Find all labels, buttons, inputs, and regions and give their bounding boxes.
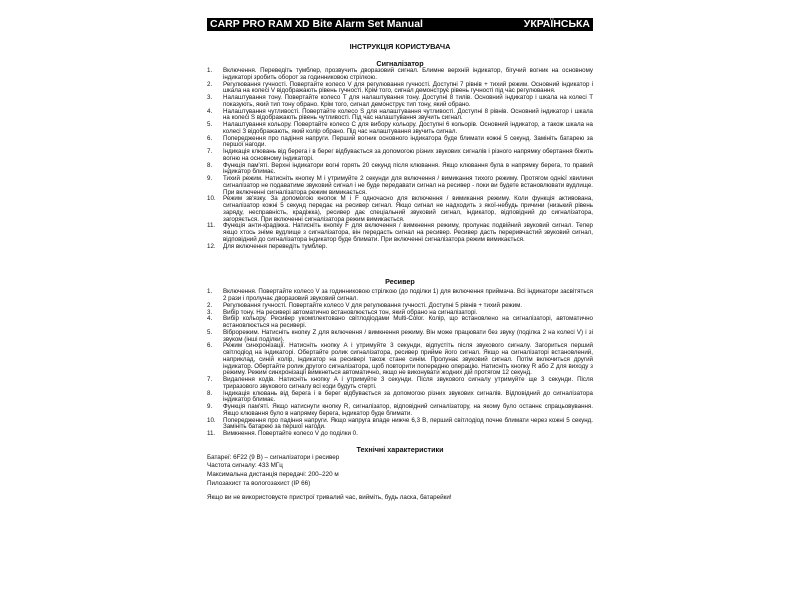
signalizer-list-item [207,109,593,123]
receiver-list-item [207,289,593,303]
item-number: 1. [207,288,213,296]
item-text: Режим зв'язку. За допомогою кнопок M і F одночасно для включення / вимикання режиму. Коли функція активована, сигналізатор кожні 5 секунд передає на ресивер сигнал. Якщо сигнал не надходить з якої-небудь причини (низький рівень заряду, несправність, крадіжка), ресивер дає спеціальний звуковий сигнал, індикатор, відповідний до сигналізатора, загоряється. При включенні сигналізатора режим вимикається. [223,195,593,223]
signalizer-list-item [207,196,593,223]
receiver-list-item [207,343,593,377]
signalizer-list-item [207,223,593,243]
item-number: 2. [207,80,213,88]
footer-note: Якщо ви не використовуєте пристрої тривалий час, вийміть, будь ласка, батарейки! [207,494,452,502]
item-text: Вибір кольору. Ресивер укомплектовано світлодіодами Multi-Color. Колір, що встановлено на сигналізаторі, автоматично встановлюється на ресивері. [223,315,593,329]
manual-title: CARP PRO RAM XD Bite Alarm Set Manual [210,18,423,30]
specs-section-title: Технічні характеристики [356,444,444,454]
item-number: 3. [207,308,213,316]
item-text: Індикація клювань від берега і в берег відбувається за допомогою різних звукових сигналів. Відповідний до сигналізатора індикатор блимає. [223,389,593,404]
item-number: 2. [207,301,213,309]
signalizer-list-item [207,149,593,163]
item-text: Віброрежим. Натисніть кнопку Z для включення / вимкнення режиму. Він може працювати без звуку (поділка 2 на колесі V) і зі звуком (інші поділки). [223,328,593,343]
specs-list [207,454,593,488]
signalizer-list-item [207,136,593,150]
item-number: 4. [207,315,213,323]
receiver-section-title: Ресивер [385,277,415,287]
receiver-list-item [207,418,593,432]
item-number: 9. [207,175,213,182]
item-text: Налаштування чутливості. Повертайте колесо S для налаштування чутливості. Доступні 8 рівнів. Основний індикатор і шкала на колесі S відображають рівень чутливості. Під час налаштування звучить сигнал. [223,107,593,122]
item-number: 9. [207,403,213,410]
signalizer-list-item [207,122,593,136]
item-number: 11. [207,222,216,230]
item-text: Налаштування кольору. Повертайте колесо C для вибору кольору. Доступні 6 кольорів. Основний індикатор, а також шкала на колесі З відображають, який колір обрано. Під час налаштування звучить сигнал. [223,121,593,135]
item-number: 5. [207,328,213,336]
item-number: 3. [207,94,213,101]
signalizer-section-title: Сигналізатор [376,59,424,68]
item-number: 8. [207,161,213,169]
item-text: Функція пам'яті. Якщо натиснути кнопку R, сигналізатор, відповідний сигналізатору, на якому було останнє спрацьовування. Якщо клювання було в напрямку берега, індикатор буде блимати. [223,403,593,417]
header-bar [207,18,593,31]
item-number: 1. [207,67,213,74]
signalizer-list-item [207,95,593,109]
item-text: Функція пам'яті. Верхні індикатори вогні горять 20 секунд після клювання. Якщо клювання була в напрямку берега, то правий індикатор блимає. [223,161,593,176]
item-number: 10. [207,195,216,203]
receiver-list [207,289,593,438]
receiver-list-item [207,316,593,330]
item-text: Для включення переведіть тумблер. [223,242,328,250]
item-number: 6. [207,134,213,142]
signalizer-list-item [207,82,593,96]
item-text: Включення. Переведіть тумблер, прозвучить дворазовий сигнал. Блимне верхній індикатор, бігучий вогник на основному індикаторі зробить оборот за годинниковою стрілкою. [223,67,593,81]
item-text: Функція анти-крадіжка. Натисніть кнопку F для включення / вимкнення режиму, пролунає подвійний звуковий сигнал. Тепер якщо хтось зніме вудлище з сигналізатора, він передасть сигнал на ресивер. Ресивер дасть переривчастий звуковий сигнал, відповідний до сигналізатора індикатор буде блимати. При включенні сигналізатора режим вимикається. [223,222,593,243]
item-text: Індикація клювань від берега і в берег відбувається за допомогою різних звукових сигналів і різного напрямку обертання біжить вогню на основному індикаторі. [223,148,593,162]
item-text: Включення. Повертайте колесо V за годинниковою стрілкою (до поділки 1) для включення приймача. Всі індикатори засвітяться 2 рази і пролунає дворазовий звуковий сигнал. [223,288,593,302]
item-text: Попередження про падіння напруги. Перший вогник основного індикатора буде блимати кожні 5 секунд. Замініть батарею за першої нагоди. [223,134,593,149]
receiver-list-item [207,404,593,418]
item-text: Тихий режим. Натисніть кнопку M і утримуйте 2 секунди для включення / вимикання тихого режиму. Протягом однієї хвилини сигналізатор не подаватиме звуковий сигнал і не буде передавати сигнал на ресивер - поки ви будете встановлювати вудлище. При включенні сигналізатора режим вимикається. [223,175,593,196]
receiver-list-item [207,391,593,405]
item-text: Попередження про падіння напруги. Якщо напруга впаде нижче 6,3 В, перший світлодіод почне блимати через кожні 5 секунд. Замініть батарею за першої нагоди. [223,416,593,431]
item-text: Регулювання гучності. Повертайте колесо V для регулювання гучності. Доступні 7 рівнів + тихий режим. Основний індикатор і шкала на колесі V відображають рівень гучності. Крім того, сигнал демонструє рівень гучності під час регулювання. [223,80,593,95]
item-number: 8. [207,389,213,397]
item-text: Налаштування тону. Повертайте колесо T для налаштування тону. Доступні 8 тилів. Основний індикатор і шкала на колесі T показують, який тип тону обрано. Крім того, сигнал демонструє тип тону, який обрано. [223,94,593,108]
item-text: Вимкнення. Повертайте колесо V до поділки 0. [223,430,358,437]
language-label: УКРАЇНСЬКА [523,18,590,30]
item-number: 11. [207,430,216,437]
spec-line: Максимальна дистанція передачі: 200–220 м [207,470,339,478]
spec-line: Пилозахист та вологозахист (IP 66) [207,479,311,487]
receiver-list-item [207,377,593,391]
signalizer-list-item [207,244,593,251]
item-number: 6. [207,342,213,350]
item-number: 7. [207,376,213,383]
signalizer-list-item [207,68,593,82]
receiver-list-item [207,431,593,438]
receiver-list-item [207,330,593,344]
item-text: Видалення кодів. Натисніть кнопку A і утримуйте 3 секунди. Після звукового сигналу утримуйте ще 3 секунди. Після триразового звукового сигналу всі коди будуть стерті. [223,376,593,390]
item-number: 4. [207,107,213,115]
item-number: 7. [207,148,213,155]
spec-line: Батареї: 6F22 (9 В) – сигналізатори і ресивер [207,453,340,461]
page-title: ІНСТРУКЦІЯ КОРИСТУВАЧА [349,42,451,51]
item-number: 10. [207,416,216,424]
item-text: Регулювання гучності. Повертайте колесо V для регулювання гучності. Доступні 5 рівнів + тихий режим. [223,301,523,309]
spec-line: Частота сигналу: 433 МГц [207,462,283,470]
signalizer-list-item [207,163,593,177]
manual-page [207,18,593,600]
signalizer-list [207,68,593,250]
signalizer-list-item [207,176,593,196]
item-text: Вибір тону. На ресивері автоматично встановлюється тон, який обрано на сигналізаторі. [223,308,478,316]
item-number: 12. [207,242,216,250]
item-text: Режим синхронізації. Натисніть кнопку A і утримуйте 3 секунди, відпустіть після звукового сигналу. Загориться перший світлодіод на індикаторі. Обертайте ролик сигналізатора, ресивер прийме його сигнал. Якщо на сигналізаторі встановлений, наприклад, синій колір, індикатор на ресивері також стане синім. Пролунає звуковий сигнал. Потім включиться другий індикатор. Обертайте ролик другого сигналізатора, щоб повторити попередню операцію. Натисніть кнопку R або Z для виходу з режиму. Режим синхронізації вимкнеться автоматично, якщо не виконувати жодних дій протягом 12 секунд. [223,342,593,377]
item-number: 5. [207,121,213,128]
